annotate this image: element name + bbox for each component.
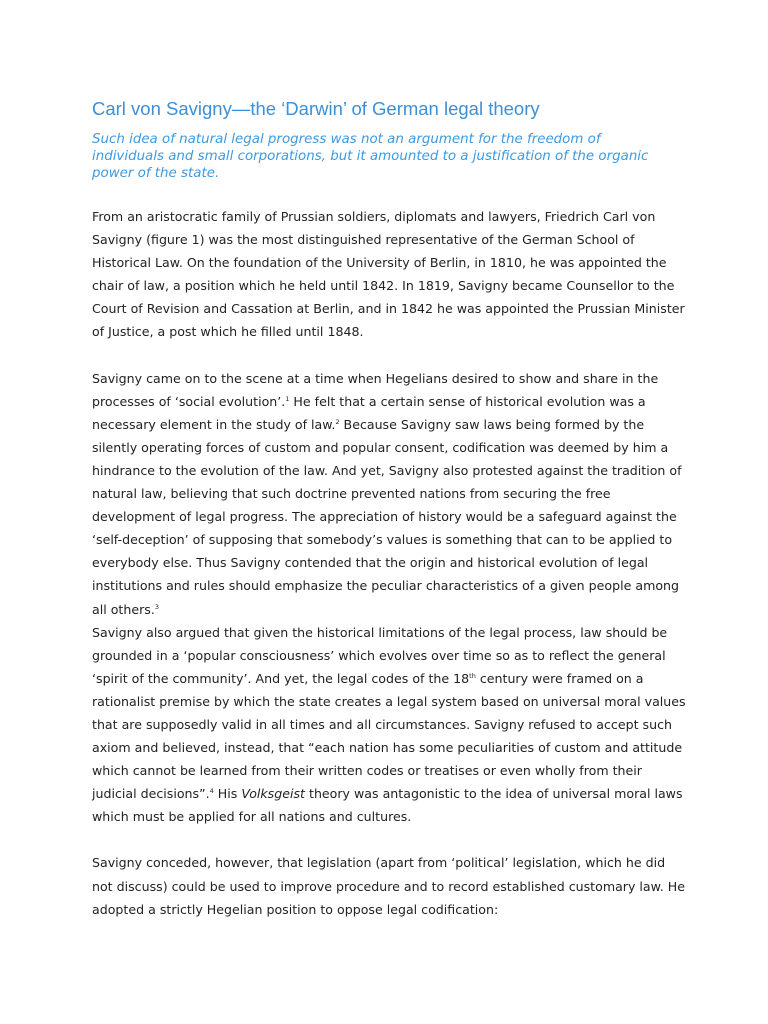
paragraph-3-text-b: century were framed on a rationalist premise by which the state creates a legal system based on universal moral values that are supposedly valid in all times and all circumstances. Savigny refused to accept such axiom and believed, instead, that “each nation has some peculiarities of custom and attitude which cannot be learned from their written codes or treatises or even wholly from their judicial decisions”. — [92, 670, 686, 802]
footnote-marker-1: 1 — [285, 394, 290, 403]
paragraph-3 — [92, 621, 688, 829]
paragraph-1: From an aristocratic family of Prussian soldiers, diplomats and lawyers, Friedrich Carl von Savigny (figure 1) was the most distinguished representative of the German School of Historical Law. On the foundation of the University of Berlin, in 1810, he was appointed the chair of law, a position which he held until 1842. In 1819, Savigny became Counsellor to the Court of Revision and Cassation at Berlin, and in 1842 he was appointed the Prussian Minister of Justice, a post which he filled until 1848. — [92, 209, 685, 340]
pull-quote: Such idea of natural legal progress was not an argument for the freedom of individuals and small corporations, but it amounted to a justification of the organic power of the state. — [92, 132, 649, 181]
footnote-marker-2: 2 — [335, 417, 340, 426]
article-body — [92, 205, 688, 921]
footnote-marker-3: 3 — [154, 602, 159, 611]
paragraph-3-text-d: theory was antagonistic to the idea of universal moral laws which must be applied for all nations and cultures. — [92, 786, 683, 825]
paragraph-2-text-a: Savigny came on to the scene at a time when Hegelians desired to show and share in the processes of ‘social evolution’. — [92, 370, 659, 409]
paragraph-3-text-c: His — [213, 786, 242, 802]
paragraph-2 — [92, 367, 688, 621]
footnote-marker-4: 4 — [209, 787, 214, 796]
volksgeist-term: Volksgeist — [241, 786, 305, 802]
paragraph-2-text-c: Because Savigny saw laws being formed by the silently operating forces of custom and popular consent, codification was deemed by him a hindrance to the evolution of the law. And yet, Savigny also protested against the tradition of natural law, believing that such doctrine prevented nations from securing the free development of legal progress. The appreciation of history would be a safeguard against the ‘self-deception’ of supposing that somebody’s values is something that can to be applied to everybody else. Thus Savigny contended that the origin and historical evolution of legal institutions and rules should emphasize the peculiar characteristics of a given people among all others. — [92, 416, 682, 617]
paragraph-2-text-b: He felt that a certain sense of historical evolution was a necessary element in the study of law. — [92, 393, 646, 432]
paragraph-3-text-a: Savigny also argued that given the historical limitations of the legal process, law should be grounded in a ‘popular consciousness’ which evolves over time so as to reflect the general ‘spirit of the community’. And yet, the legal codes of the 18 — [92, 624, 668, 686]
article-title: Carl von Savigny—the ‘Darwin’ of German legal theory — [92, 98, 540, 119]
ordinal-suffix: th — [469, 671, 476, 680]
paragraph-4: Savigny conceded, however, that legislation (apart from ‘political’ legislation, which he did not discuss) could be used to improve procedure and to record established customary law. He adopted a strictly Hegelian position to oppose legal codification: — [92, 855, 686, 917]
